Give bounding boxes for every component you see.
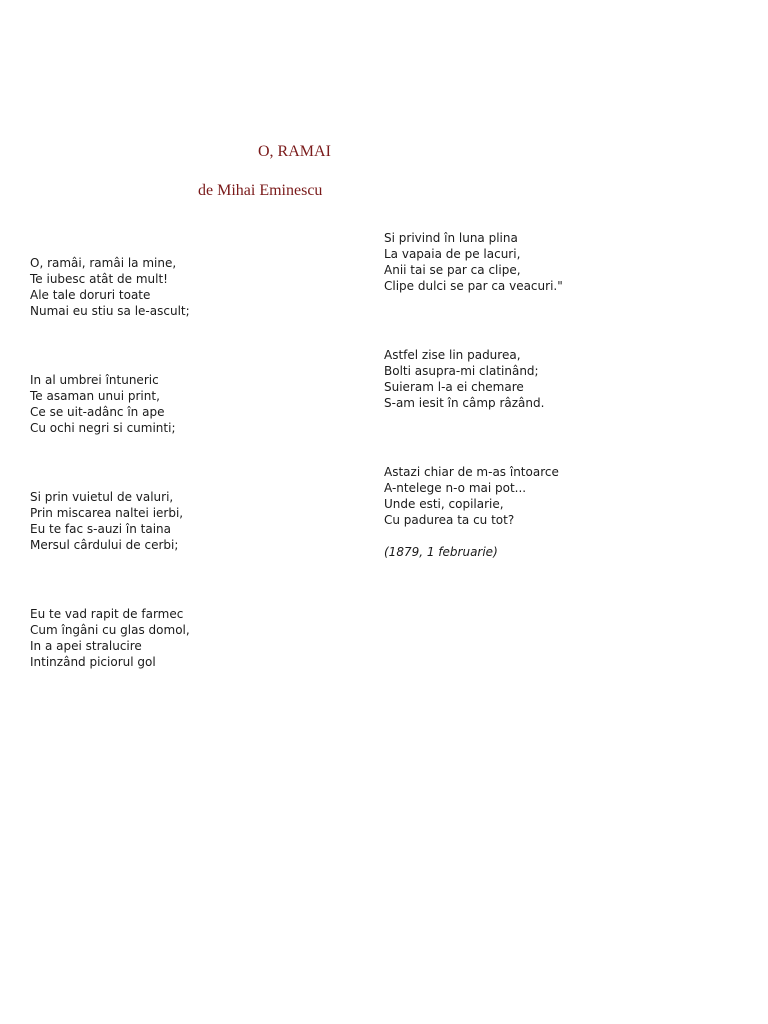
- verse-line: Prin miscarea naltei ierbi,: [30, 506, 184, 520]
- verse-line: Bolti asupra-mi clatinând;: [384, 364, 539, 378]
- stanza-2: [30, 372, 176, 436]
- verse-line: Astfel zise lin padurea,: [384, 348, 521, 362]
- poem-date: (1879, 1 februarie): [384, 545, 498, 559]
- verse-line: Clipe dulci se par ca veacuri.": [384, 279, 563, 293]
- verse-line: Intinzând piciorul gol: [30, 655, 156, 669]
- verse-line: Ale tale doruri toate: [30, 288, 151, 302]
- verse-line: A-ntelege n-o mai pot...: [384, 481, 527, 495]
- verse-line: Ce se uit-adânc în ape: [30, 405, 165, 419]
- stanza-1: [30, 255, 190, 319]
- verse-line: Anii tai se par ca clipe,: [384, 263, 521, 277]
- verse-line: S-am iesit în câmp râzând.: [384, 396, 545, 410]
- poem-title: O, RAMAI: [258, 143, 331, 160]
- verse-line: Eu te fac s-auzi în taina: [30, 522, 171, 536]
- verse-line: Eu te vad rapit de farmec: [30, 607, 184, 621]
- verse-line: Cu padurea ta cu tot?: [384, 513, 515, 527]
- verse-line: Te iubesc atât de mult!: [30, 272, 168, 286]
- stanza-5: [384, 230, 563, 294]
- verse-line: Suieram l-a ei chemare: [384, 380, 524, 394]
- verse-line: Mersul cârdului de cerbi;: [30, 538, 179, 552]
- stanza-4: [30, 606, 190, 670]
- verse-line: Si prin vuietul de valuri,: [30, 490, 174, 504]
- verse-line: O, ramâi, ramâi la mine,: [30, 256, 177, 270]
- verse-line: La vapaia de pe lacuri,: [384, 247, 521, 261]
- verse-line: Cum îngâni cu glas domol,: [30, 623, 190, 637]
- verse-line: Cu ochi negri si cuminti;: [30, 421, 176, 435]
- verse-line: Te asaman unui print,: [30, 389, 160, 403]
- verse-line: Si privind în luna plina: [384, 231, 518, 245]
- stanza-7: [384, 464, 559, 528]
- stanza-3: [30, 489, 183, 553]
- verse-line: In a apei stralucire: [30, 639, 142, 653]
- verse-line: In al umbrei întuneric: [30, 373, 159, 387]
- stanza-6: [384, 347, 544, 411]
- verse-line: Unde esti, copilarie,: [384, 497, 504, 511]
- poem-author: de Mihai Eminescu: [198, 182, 323, 199]
- verse-line: Astazi chiar de m-as întoarce: [384, 465, 559, 479]
- verse-line: Numai eu stiu sa le-ascult;: [30, 304, 190, 318]
